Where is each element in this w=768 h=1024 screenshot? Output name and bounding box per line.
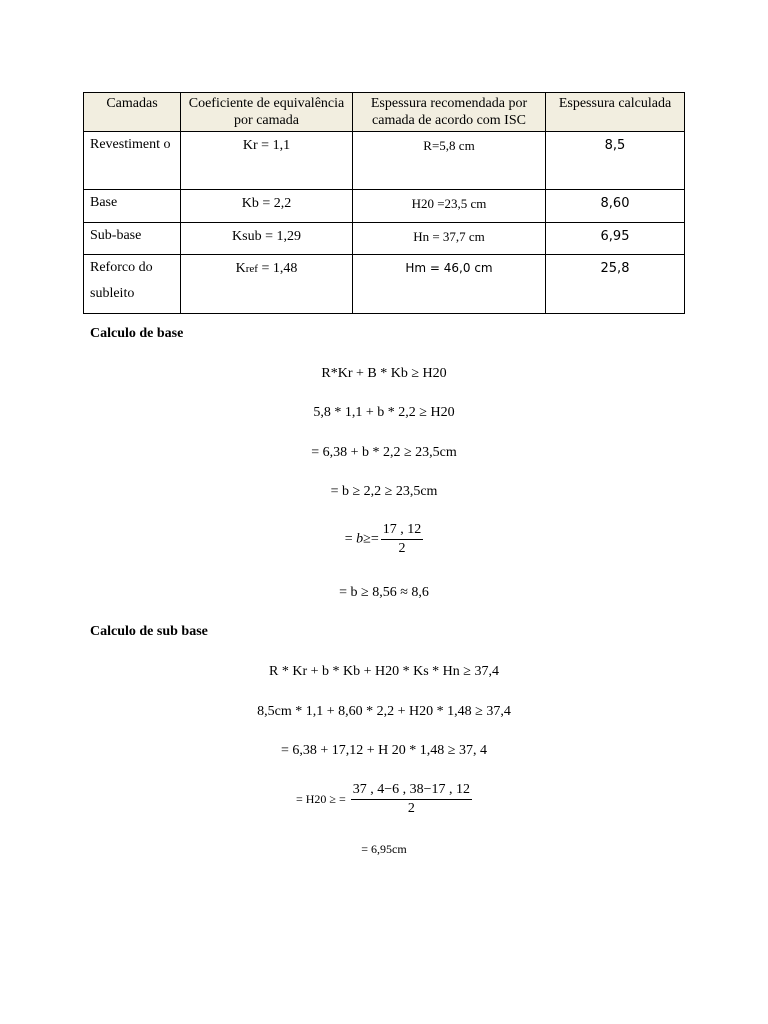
table-row: [84, 255, 685, 314]
layers-table: [83, 92, 685, 314]
coef-subscript: ref: [245, 263, 258, 275]
eq5-numerator: 17 , 12: [381, 522, 424, 540]
cell-layer: Sub-base: [84, 223, 181, 255]
subbase-result: = 6,95cm: [361, 842, 407, 856]
sub-eq4-lead: = H20 ≥ =: [295, 792, 349, 806]
cell-recommended: R=5,8 cm: [353, 132, 546, 190]
cell-layer: Reforco do subleito: [84, 255, 181, 314]
table-row: [84, 132, 685, 190]
eq5-fraction: [381, 522, 424, 557]
eq5-denominator: 2: [398, 541, 406, 556]
eq5-variable: b: [356, 531, 364, 547]
cell-layer: Revestiment o: [84, 132, 181, 190]
base-equation-2: 5,8 * 1,1 + b * 2,2 ≥ H20: [313, 405, 455, 420]
eq5-lead: =: [344, 531, 357, 547]
subbase-equation-3: = 6,38 + 17,12 + H 20 * 1,48 ≥ 37, 4: [281, 743, 487, 758]
cell-calculated: 8,60: [546, 190, 685, 223]
subbase-equation-1: R * Kr + b * Kb + H20 * Ks * Hn ≥ 37,4: [269, 664, 499, 679]
header-coeficiente: Coeficiente de equivalência por camada: [181, 93, 353, 132]
eq5-operator: ≥=: [363, 531, 379, 547]
base-equation-1: R*Kr + B * Kb ≥ H20: [321, 366, 447, 381]
table-row: [84, 223, 685, 255]
cell-calculated: 6,95: [546, 223, 685, 255]
table-header-row: [84, 93, 685, 132]
base-equation-3: = 6,38 + b * 2,2 ≥ 23,5cm: [311, 445, 457, 460]
sub-eq4-numerator: 37 , 4−6 , 38−17 , 12: [351, 782, 472, 800]
coef-rest: = 1,48: [257, 261, 298, 276]
cell-coef: [181, 255, 353, 314]
header-espessura-calculada: Espessura calculada: [546, 93, 685, 132]
table-row: [84, 190, 685, 223]
subbase-equation-2: 8,5cm * 1,1 + 8,60 * 2,2 + H20 * 1,48 ≥ 37,4: [257, 704, 511, 719]
base-equation-5: [0, 522, 768, 557]
cell-calculated: 25,8: [546, 255, 685, 314]
cell-calculated: 8,5: [546, 132, 685, 190]
cell-coef: Kb = 2,2: [181, 190, 353, 223]
header-espessura-recomendada: Espessura recomendada por camada de acordo com ISC: [353, 93, 546, 132]
base-equation-6: = b ≥ 8,56 ≈ 8,6: [339, 585, 429, 600]
cell-recommended: Hn = 37,7 cm: [353, 223, 546, 255]
cell-recommended: Hm = 46,0 cm: [353, 255, 546, 314]
cell-coef: Ksub = 1,29: [181, 223, 353, 255]
base-equation-4: = b ≥ 2,2 ≥ 23,5cm: [330, 484, 438, 499]
cell-coef: Kr = 1,1: [181, 132, 353, 190]
sub-eq4-fraction: [351, 782, 472, 817]
sub-eq4-denominator: 2: [407, 801, 415, 816]
header-camadas: Camadas: [84, 93, 181, 132]
subbase-equation-4: [0, 782, 768, 817]
cell-layer: Base: [84, 190, 181, 223]
coef-k: K: [235, 261, 246, 276]
base-heading: Calculo de base: [90, 326, 184, 341]
cell-recommended: H20 =23,5 cm: [353, 190, 546, 223]
subbase-heading: Calculo de sub base: [90, 624, 208, 639]
